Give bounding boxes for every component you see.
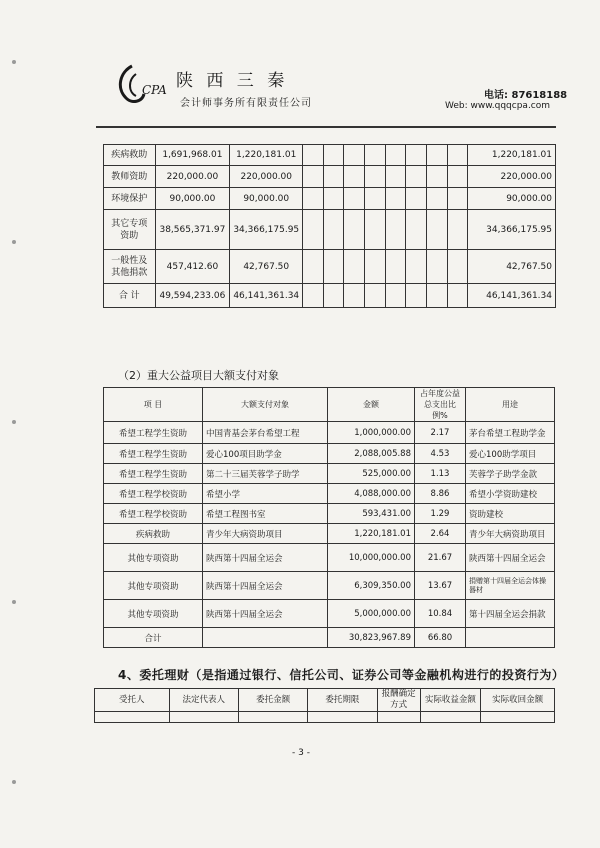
purpose-cell: 芙蓉学子助学金款: [466, 464, 555, 484]
table-row: [104, 464, 555, 484]
empty-cell: [447, 166, 468, 188]
empty-cell: [377, 712, 420, 723]
table-row: [104, 600, 555, 628]
payee-cell: 第二十三届芙蓉学子助学: [203, 464, 328, 484]
total-cell: 1,220,181.01: [468, 145, 556, 166]
row-label: 合 计: [104, 284, 156, 308]
empty-cell: [344, 145, 365, 166]
table-row: [104, 484, 555, 504]
header-purpose: 用途: [466, 388, 555, 422]
table-row: [95, 712, 555, 723]
purpose-cell: 第十四届全运会捐款: [466, 600, 555, 628]
donation-summary-table: [103, 144, 556, 308]
total-cell: 220,000.00: [468, 166, 556, 188]
empty-cell: [406, 188, 427, 210]
payee-cell: 希望小学: [203, 484, 328, 504]
empty-cell: [427, 145, 448, 166]
payee-cell: 陕西第十四届全运会: [203, 572, 328, 600]
value-cell: 90,000.00: [155, 188, 230, 210]
total-cell: 34,366,175.95: [468, 210, 556, 250]
payee-cell: 希望工程图书室: [203, 504, 328, 524]
empty-cell: [385, 188, 406, 210]
table-row: [104, 422, 555, 444]
empty-cell: [323, 210, 344, 250]
empty-cell: [344, 166, 365, 188]
empty-cell: [365, 250, 386, 284]
amount-cell: 5,000,000.00: [328, 600, 415, 628]
empty-cell: [447, 188, 468, 210]
total-cell: 42,767.50: [468, 250, 556, 284]
amount-cell: 1,000,000.00: [328, 422, 415, 444]
payee-cell: [203, 628, 328, 648]
empty-cell: [323, 284, 344, 308]
empty-cell: [344, 250, 365, 284]
punch-hole-mark: [12, 600, 16, 604]
project-cell: 希望工程学生资助: [104, 464, 203, 484]
ratio-cell: 2.17: [415, 422, 466, 444]
row-label: 一般性及其他捐款: [104, 250, 156, 284]
payee-cell: 陕西第十四届全运会: [203, 544, 328, 572]
punch-hole-mark: [12, 240, 16, 244]
empty-cell: [303, 284, 324, 308]
header-project: 项 目: [104, 388, 203, 422]
punch-hole-mark: [12, 60, 16, 64]
empty-cell: [427, 166, 448, 188]
empty-cell: [447, 284, 468, 308]
payee-cell: 中国青基会茅台希望工程: [203, 422, 328, 444]
phone-number: 电话: 87618188: [484, 90, 568, 101]
punch-hole-mark: [12, 420, 16, 424]
value-cell: 220,000.00: [230, 166, 303, 188]
table-row: [104, 544, 555, 572]
empty-cell: [323, 250, 344, 284]
purpose-cell: 希望小学资助建校: [466, 484, 555, 504]
table-header-row: [95, 689, 555, 712]
empty-cell: [447, 145, 468, 166]
empty-cell: [385, 250, 406, 284]
table-header-row: [104, 388, 555, 422]
ratio-cell: 13.67: [415, 572, 466, 600]
table-row: [104, 572, 555, 600]
row-label: 疾病救助: [104, 145, 156, 166]
empty-cell: [365, 188, 386, 210]
ratio-cell: 21.67: [415, 544, 466, 572]
empty-cell: [447, 210, 468, 250]
empty-cell: [323, 166, 344, 188]
purpose-cell: 青少年大病资助项目: [466, 524, 555, 544]
empty-cell: [385, 284, 406, 308]
project-cell: 其他专项资助: [104, 544, 203, 572]
header-cell: 实际收回金额: [481, 689, 555, 712]
header-cell: 实际收益金额: [420, 689, 481, 712]
empty-cell: [406, 284, 427, 308]
ratio-cell: 4.53: [415, 444, 466, 464]
empty-cell: [95, 712, 170, 723]
ratio-cell: 2.64: [415, 524, 466, 544]
amount-cell: 10,000,000.00: [328, 544, 415, 572]
value-cell: 220,000.00: [155, 166, 230, 188]
row-label: 其它专项资助: [104, 210, 156, 250]
empty-cell: [406, 250, 427, 284]
empty-cell: [303, 188, 324, 210]
header-ratio: 占年度公益总支出比例%: [415, 388, 466, 422]
value-cell: 46,141,361.34: [230, 284, 303, 308]
purpose-cell: [466, 628, 555, 648]
empty-cell: [344, 284, 365, 308]
header-amount: 金额: [328, 388, 415, 422]
payee-cell: 陕西第十四届全运会: [203, 600, 328, 628]
header-divider: [96, 126, 556, 128]
firm-subtitle: 会计师事务所有限责任公司: [180, 98, 312, 109]
header-cell: 委托期限: [308, 689, 377, 712]
empty-cell: [406, 145, 427, 166]
empty-cell: [303, 166, 324, 188]
header-cell: 委托金额: [238, 689, 307, 712]
empty-cell: [308, 712, 377, 723]
project-cell: 希望工程学校资助: [104, 484, 203, 504]
purpose-cell: 陕西第十四届全运会: [466, 544, 555, 572]
empty-cell: [427, 210, 448, 250]
empty-cell: [385, 166, 406, 188]
amount-cell: 525,000.00: [328, 464, 415, 484]
punch-hole-mark: [12, 780, 16, 784]
table-row: [104, 524, 555, 544]
ratio-cell: 8.86: [415, 484, 466, 504]
project-cell: 其他专项资助: [104, 572, 203, 600]
header-cell: 法定代表人: [169, 689, 238, 712]
website: Web: www.qqqcpa.com: [445, 101, 551, 111]
purpose-cell: 资助建校: [466, 504, 555, 524]
empty-cell: [303, 250, 324, 284]
empty-cell: [481, 712, 555, 723]
page-number: - 3 -: [292, 748, 310, 758]
section4-title: 4、委托理财（是指通过银行、信托公司、证券公司等金融机构进行的投资行为）: [118, 668, 565, 682]
header-cell: 受托人: [95, 689, 170, 712]
amount-cell: 6,309,350.00: [328, 572, 415, 600]
table-row: [104, 444, 555, 464]
project-cell: 合计: [104, 628, 203, 648]
empty-cell: [427, 188, 448, 210]
ratio-cell: 1.29: [415, 504, 466, 524]
row-label: 环境保护: [104, 188, 156, 210]
amount-cell: 30,823,967.89: [328, 628, 415, 648]
empty-cell: [385, 145, 406, 166]
value-cell: 38,565,371.97: [155, 210, 230, 250]
project-cell: 希望工程学生资助: [104, 422, 203, 444]
empty-cell: [406, 210, 427, 250]
empty-cell: [323, 145, 344, 166]
table-row: [104, 250, 556, 284]
value-cell: 1,691,968.01: [155, 145, 230, 166]
table-row: [104, 628, 555, 648]
empty-cell: [385, 210, 406, 250]
value-cell: 457,412.60: [155, 250, 230, 284]
empty-cell: [344, 188, 365, 210]
empty-cell: [303, 210, 324, 250]
purpose-cell: 爱心100助学项目: [466, 444, 555, 464]
value-cell: 34,366,175.95: [230, 210, 303, 250]
empty-cell: [365, 145, 386, 166]
amount-cell: 2,088,005.88: [328, 444, 415, 464]
table-row: [104, 284, 556, 308]
empty-cell: [323, 188, 344, 210]
total-cell: 46,141,361.34: [468, 284, 556, 308]
ratio-cell: 66.80: [415, 628, 466, 648]
header-payee: 大额支付对象: [203, 388, 328, 422]
amount-cell: 1,220,181.01: [328, 524, 415, 544]
header-cell: 报酬确定方式: [377, 689, 420, 712]
empty-cell: [303, 145, 324, 166]
empty-cell: [344, 210, 365, 250]
table-row: [104, 210, 556, 250]
project-cell: 疾病救助: [104, 524, 203, 544]
row-label: 教师资助: [104, 166, 156, 188]
empty-cell: [427, 250, 448, 284]
value-cell: 90,000.00: [230, 188, 303, 210]
purpose-cell: 捐赠第十四届全运会体操器材: [466, 572, 555, 600]
project-cell: 其他专项资助: [104, 600, 203, 628]
value-cell: 49,594,233.06: [155, 284, 230, 308]
section2-title: （2）重大公益项目大额支付对象: [118, 369, 279, 382]
ratio-cell: 10.84: [415, 600, 466, 628]
value-cell: 42,767.50: [230, 250, 303, 284]
total-cell: 90,000.00: [468, 188, 556, 210]
amount-cell: 593,431.00: [328, 504, 415, 524]
table-row: [104, 145, 556, 166]
empty-cell: [365, 210, 386, 250]
firm-name: 陕 西 三 秦: [176, 71, 289, 91]
table-row: [104, 188, 556, 210]
purpose-cell: 茅台希望工程助学金: [466, 422, 555, 444]
amount-cell: 4,088,000.00: [328, 484, 415, 504]
project-cell: 希望工程学校资助: [104, 504, 203, 524]
payee-cell: 青少年大病资助项目: [203, 524, 328, 544]
logo-text: CPA: [142, 83, 167, 97]
empty-cell: [420, 712, 481, 723]
cpa-logo-icon: [112, 62, 176, 110]
empty-cell: [427, 284, 448, 308]
major-payee-table: [103, 387, 555, 648]
empty-cell: [365, 284, 386, 308]
empty-cell: [238, 712, 307, 723]
empty-cell: [169, 712, 238, 723]
empty-cell: [447, 250, 468, 284]
value-cell: 1,220,181.01: [230, 145, 303, 166]
payee-cell: 爱心100项目助学金: [203, 444, 328, 464]
empty-cell: [406, 166, 427, 188]
project-cell: 希望工程学生资助: [104, 444, 203, 464]
table-row: [104, 504, 555, 524]
entrusted-finance-table: [94, 688, 555, 723]
ratio-cell: 1.13: [415, 464, 466, 484]
table-row: [104, 166, 556, 188]
empty-cell: [365, 166, 386, 188]
